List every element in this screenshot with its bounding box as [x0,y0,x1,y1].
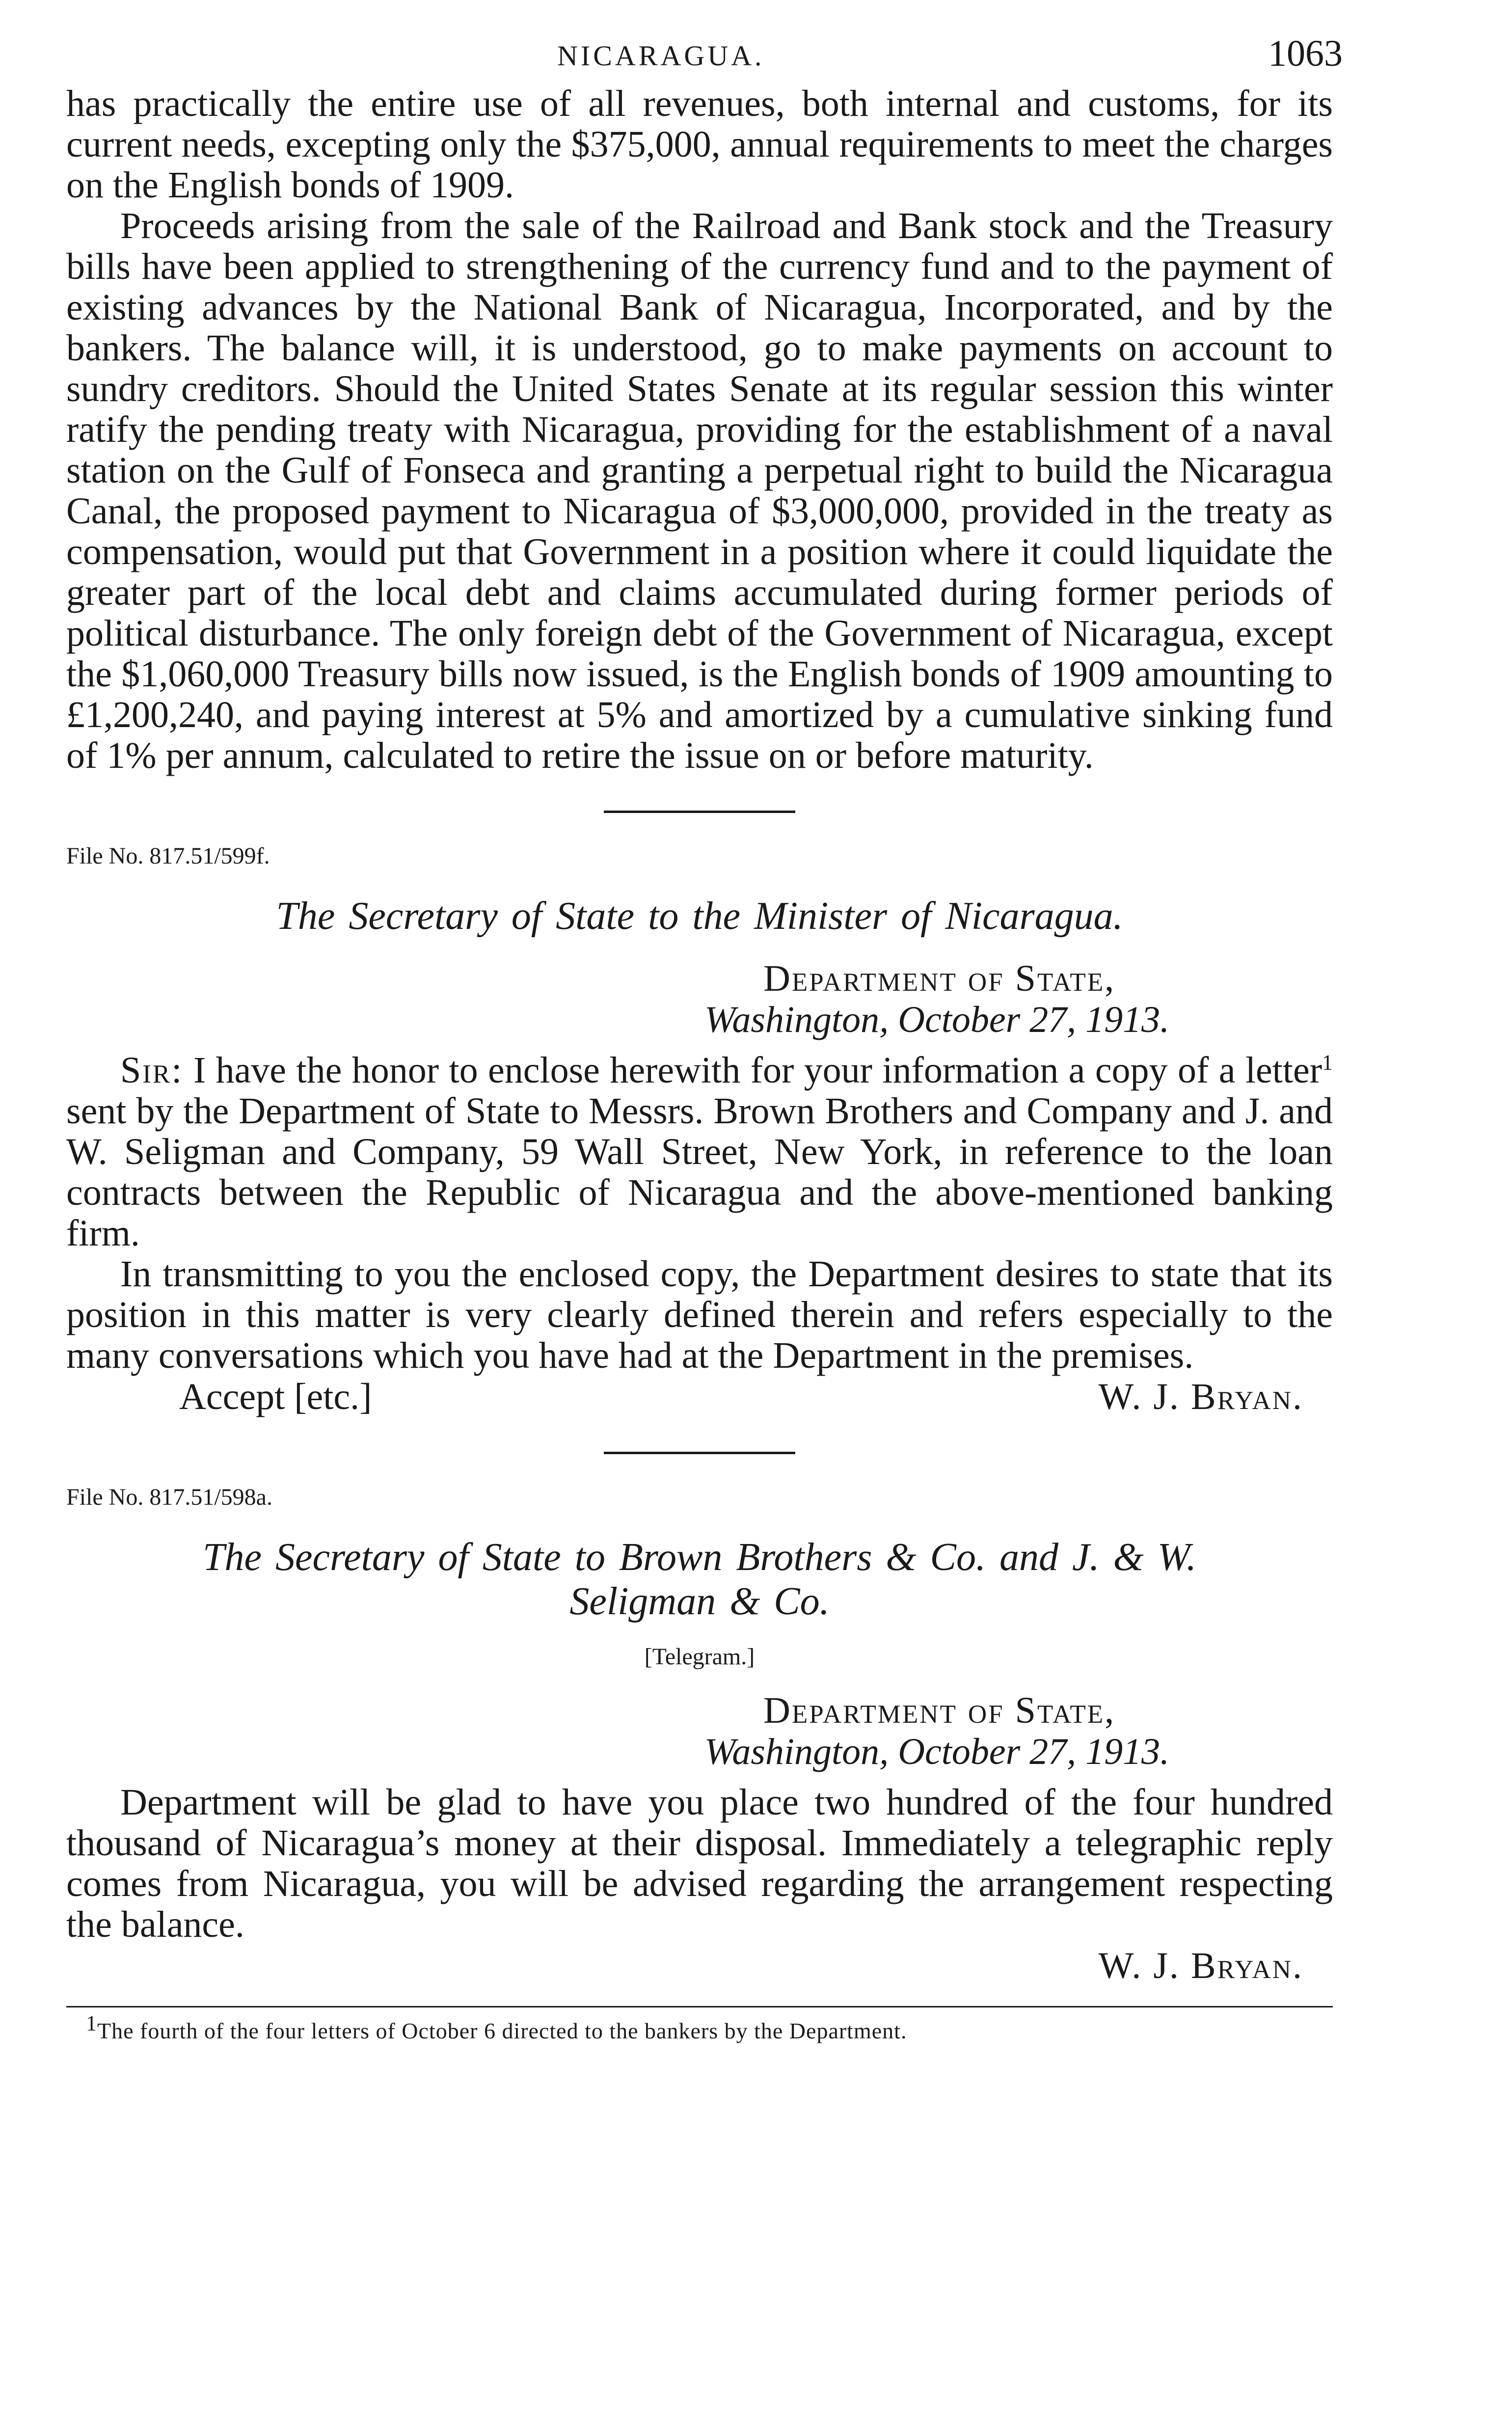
document-title-line-1: The Secretary of State to Brown Brothers & Co. and J. & W. [202,1536,1196,1579]
dateline-department: Department of State, [763,958,1116,999]
document-title [66,1535,1333,1624]
section-divider [604,1452,795,1454]
telegram-body: Department will be glad to have you place two hundred of the four hundred thousand of Nicaragua’s money at their disposal. Immediately a telegraphic reply comes from Nicaragua, you will be advised regarding the arrangement respecting the balance. [66,1782,1333,1945]
telegram-note: [Telegram.] [644,1644,755,1670]
section-divider [604,811,795,813]
running-head: NICARAGUA. [557,40,765,72]
page-number: 1063 [1268,33,1343,74]
salutation: Sir: [120,1050,184,1091]
dateline-place-date: Washington, October 27, 1913. [704,999,1170,1040]
signature: W. J. Bryan. [1098,1376,1303,1417]
document-title: The Secretary of State to the Minister of Nicaragua. [276,894,1123,938]
paragraph-continued: has practically the entire use of all revenues, both internal and customs, for its current needs, excepting only the $375,000, annual requirements to meet the charges on the English bonds of 1909. [66,83,1333,206]
letter-body-paragraph-2: In transmitting to you the enclosed copy, the Department desires to state that its position in this matter is very clearly defined therein and refers especially to the many conversations which you have had at the Department in the premises. [66,1253,1333,1376]
paragraph-proceeds: Proceeds arising from the sale of the Railroad and Bank stock and the Treasury bills have been applied to strengthening of the currency fund and to the payment of existing advances by the National Bank of Nicaragua, Incorporated, and by the bankers. The balance will, it is understood, go to make payments on account to sundry creditors. Should the United States Senate at its regular session this winter ratify the pending treaty with Nicaragua, providing for the establishment of a naval station on the Gulf of Fonseca and granting a perpetual right to build the Nicaragua Canal, the proposed payment to Nicaragua of $3,000,000, provided in the treaty as compensation, would put that Government in a position where it could liquidate the greater part of the local debt and claims accumulated during former periods of political disturbance. The only foreign debt of the Government of Nicaragua, except the $1,060,000 Treasury bills now issued, is the English bonds of 1909 amounting to £1,200,240, and paying interest at 5% and amortized by a cumulative sinking fund of 1% per annum, calculated to retire the issue on or before maturity. [66,205,1333,776]
document-page [66,29,1343,2045]
letter-body-text-continued: sent by the Department of State to Messrs. Brown Brothers and Company and J. and W. Seligman and Company, 59 Wall Street, New York, in reference to the loan contracts between the Republic of Nicaragua and the above-mentioned banking firm. [66,1090,1333,1254]
document-title-line-2: Seligman & Co. [569,1580,830,1623]
dateline-place-date: Washington, October 27, 1913. [704,1731,1170,1772]
letter-body-paragraph [66,1050,1333,1254]
page-header [66,29,1343,83]
file-number: File No. 817.51/598a. [66,1484,272,1510]
footnote-reference[interactable]: 1 [1322,1050,1333,1075]
closing-row [66,1376,1333,1417]
dateline [704,958,1333,1040]
letter-body-text: I have the honor to enclose herewith for your information a copy of a letter [183,1050,1322,1091]
footnote-marker: 1 [86,2011,97,2035]
file-number: File No. 817.51/599f. [66,843,270,869]
dateline-department: Department of State, [763,1690,1116,1731]
signature: W. J. Bryan. [1098,1945,1303,1986]
closing: Accept [etc.] [179,1376,372,1417]
footnote-text: The fourth of the four letters of October 6 directed to the bankers by the Department. [97,2018,907,2043]
footnote-divider [66,2006,1333,2007]
dateline [704,1690,1333,1772]
footnote [66,2011,1333,2045]
